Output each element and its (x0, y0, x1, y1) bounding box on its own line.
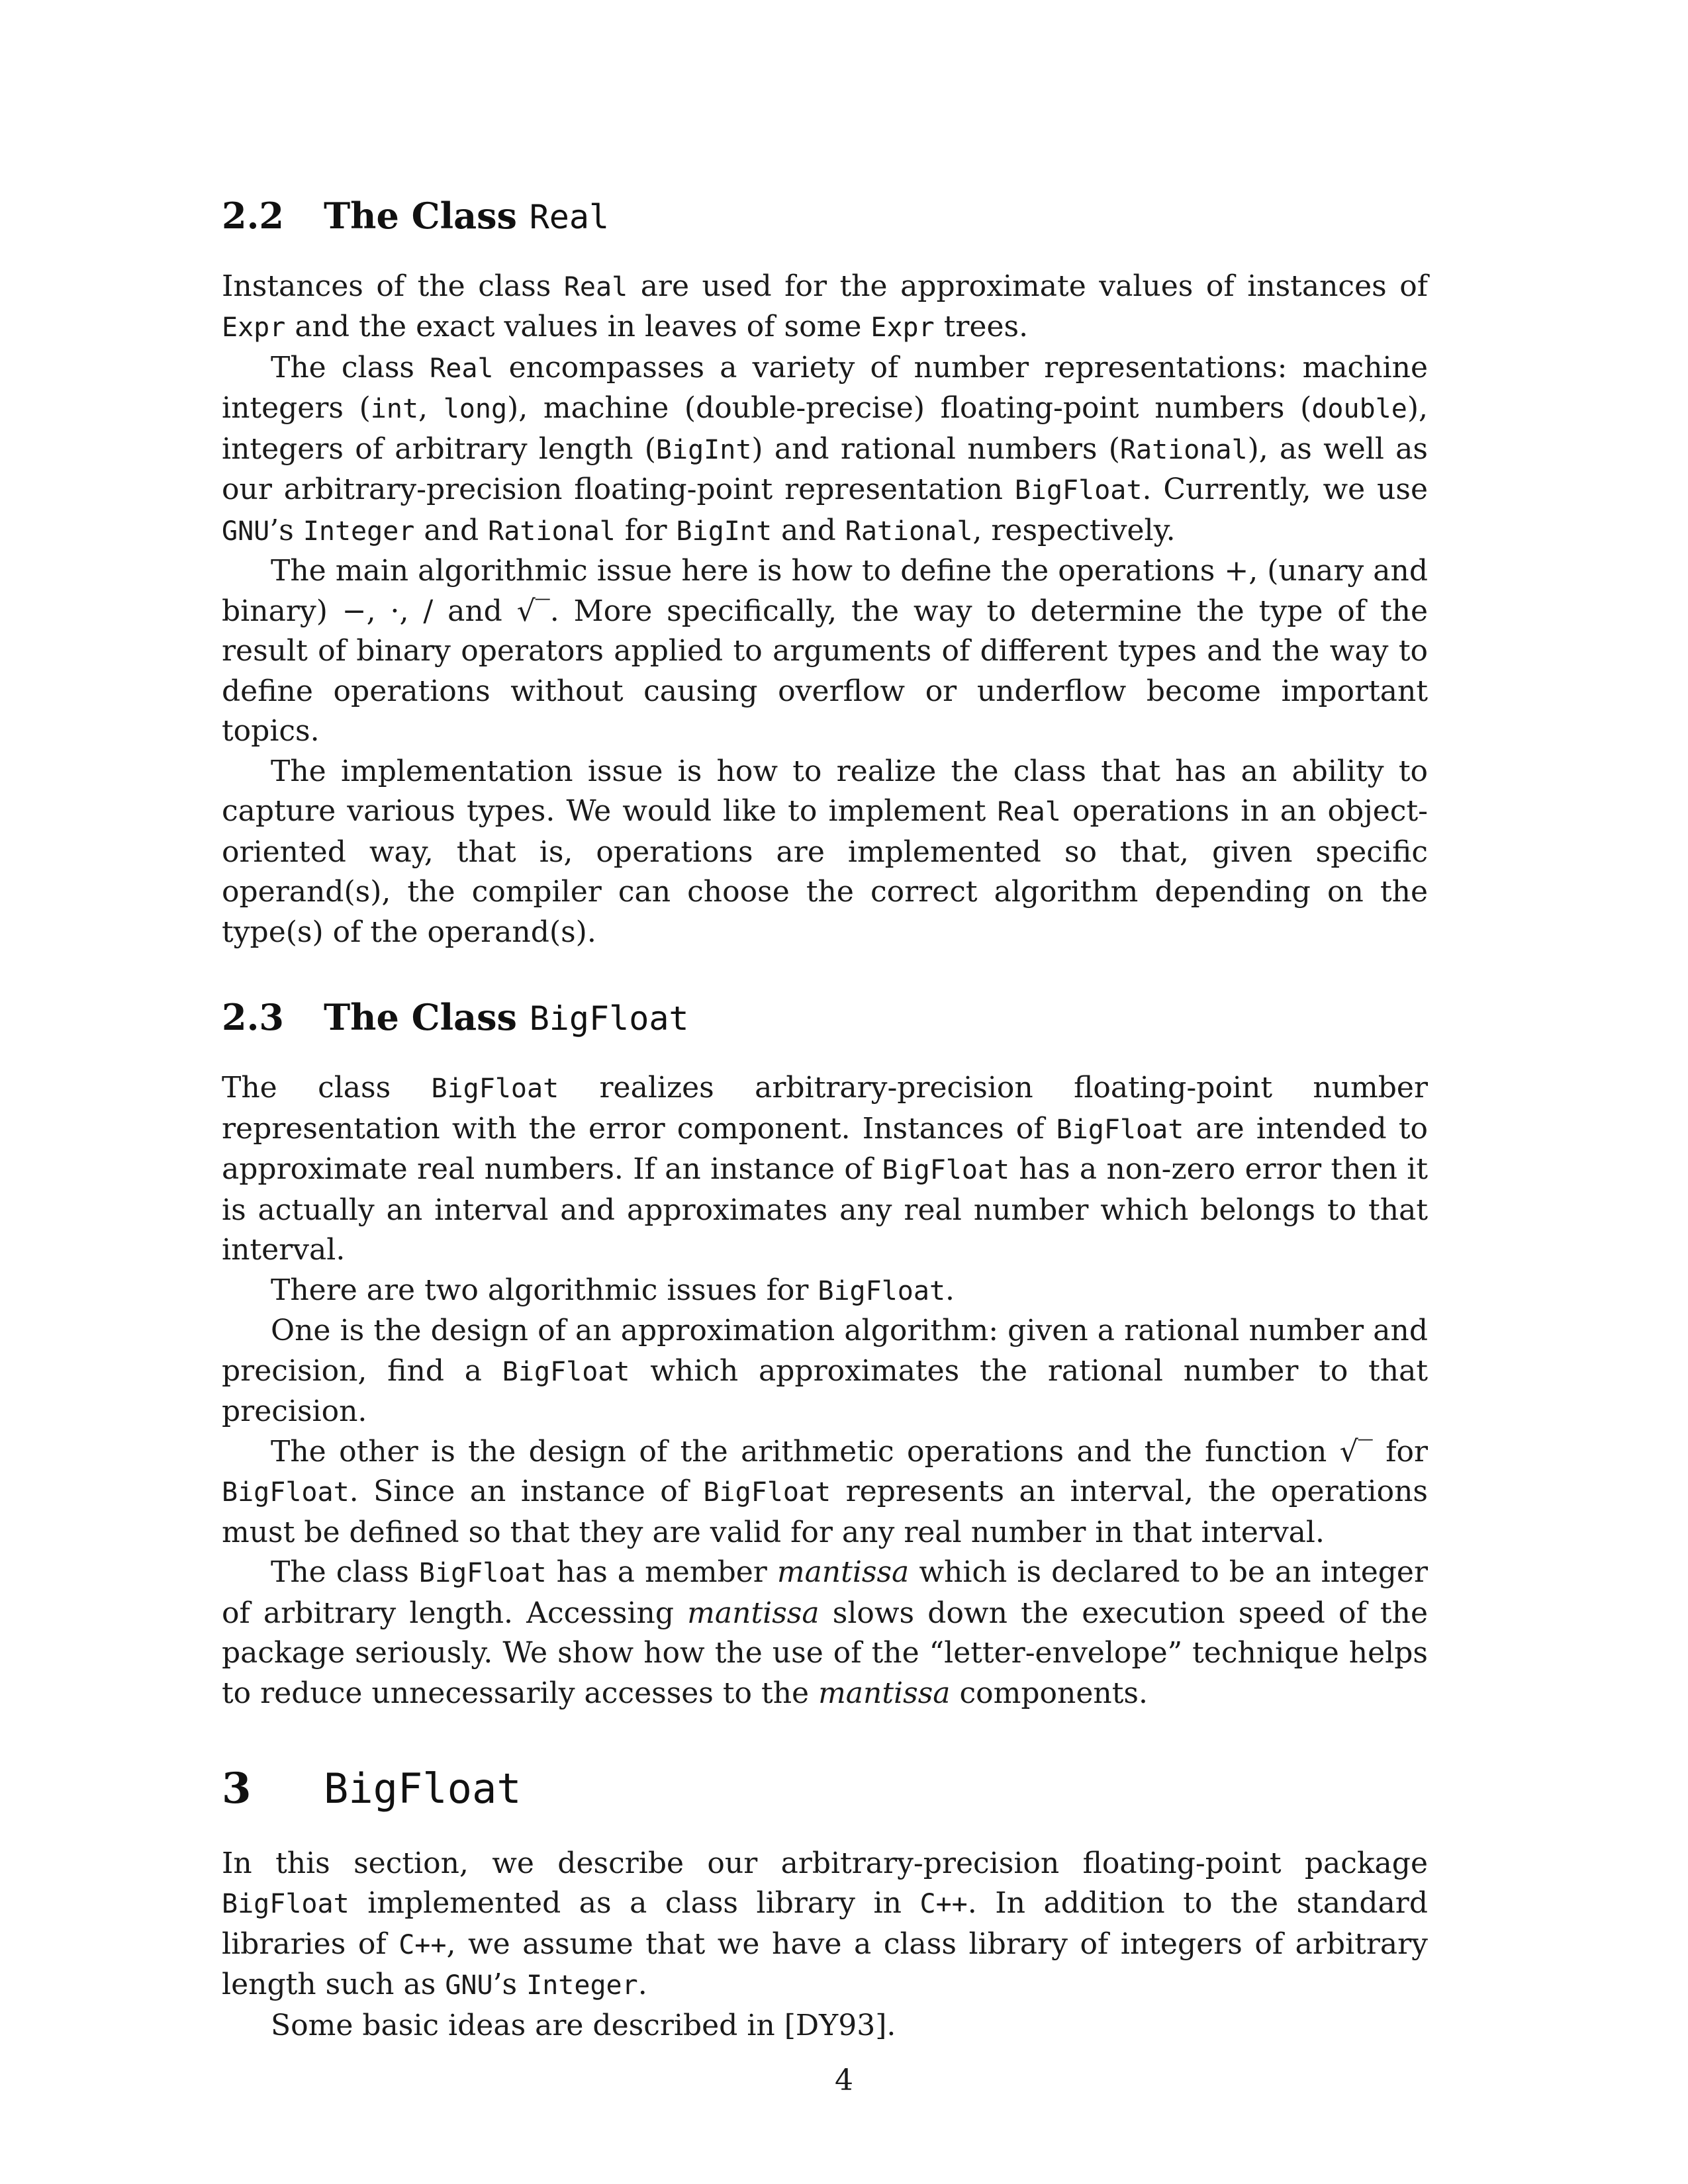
section-2-3-paragraph-2: There are two algorithmic issues for BigFloat. (271, 1273, 955, 1307)
section-title-code: BigFloat (324, 1764, 522, 1813)
section-2-2-paragraph-4: The implementation issue is how to realize the class that has an ability to capture various types. We would like to implement Real operations in an object-oriented way, that is, operations are implemented so that, given specific operand(s), the compiler can choose the correct algorithm depending on the type(s) of the operand(s). (222, 754, 1428, 949)
section-2-3-paragraph-3: One is the design of an approximation algorithm: given a rational number and precision, find a BigFloat which approximates the rational number to that precision. (222, 1314, 1429, 1429)
section-2-3-heading (222, 996, 1428, 1039)
section-2-2-paragraph-2: The class Real encompasses a variety of number representations: machine integers (int, long), machine (double-precise) floating-point numbers (double), integers of arbitrary length (BigInt) and rational numbers (Rational), as well as our arbitrary-precision floating-point representation BigFloat. Currently, we use GNU’s Integer and Rational for BigInt and Rational, respectively. (222, 350, 1429, 547)
section-title: The Class (324, 996, 517, 1039)
section-title-code: BigFloat (529, 999, 689, 1038)
section-2-2-paragraph-1: Instances of the class Real are used for the approximate values of instances of Expr and the exact values in leaves of some Expr trees. (222, 269, 1428, 344)
section-2-3-paragraph-4: The other is the design of the arithmetic operations and the function √‾ for BigFloat. Since an instance of BigFloat represents an interval, the operations must be defined so that they are valid for any real number in that interval. (222, 1434, 1429, 1549)
section-number: 2.2 (222, 195, 284, 237)
section-number: 2.3 (222, 996, 284, 1039)
page-number: 4 (835, 2064, 853, 2097)
section-2-3-paragraph-5: The class BigFloat has a member mantissa which is declared to be an integer of arbitrary length. Accessing mantissa slows down the execution speed of the package seriously. We show how the use of the “letter-envelope” technique helps to reduce unnecessarily accesses to the mantissa components. (222, 1555, 1428, 1710)
section-3-paragraph-2: Some basic ideas are described in [DY93]. (271, 2008, 896, 2042)
section-2-2-paragraph-3: The main algorithmic issue here is how to define the operations +, (unary and binary) −, ·, / and √‾. More specifically, the way to determine the type of the result of binary operators applied to arguments of different types and the way to define operations without causing overflow or underflow become important topics. (222, 554, 1428, 749)
section-title: The Class (324, 195, 517, 237)
paper-page (222, 179, 1428, 2046)
section-title-code: Real (529, 198, 610, 236)
section-3-paragraph-1: In this section, we describe our arbitrary-precision floating-point package BigFloat implemented as a class library in C++. In addition to the standard libraries of C++, we assume that we have a class library of integers of arbitrary length such as GNU’s Integer. (222, 1846, 1429, 2002)
section-3-heading (222, 1764, 1428, 1815)
section-number: 3 (222, 1764, 252, 1814)
section-2-3-paragraph-1: The class BigFloat realizes arbitrary-precision floating-point number representation with the error component. Instances of BigFloat are intended to approximate real numbers. If an instance of BigFloat has a non-zero error then it is actually an interval and approximates any real number which belongs to that interval. (222, 1071, 1429, 1267)
section-2-2-heading (222, 195, 1428, 238)
